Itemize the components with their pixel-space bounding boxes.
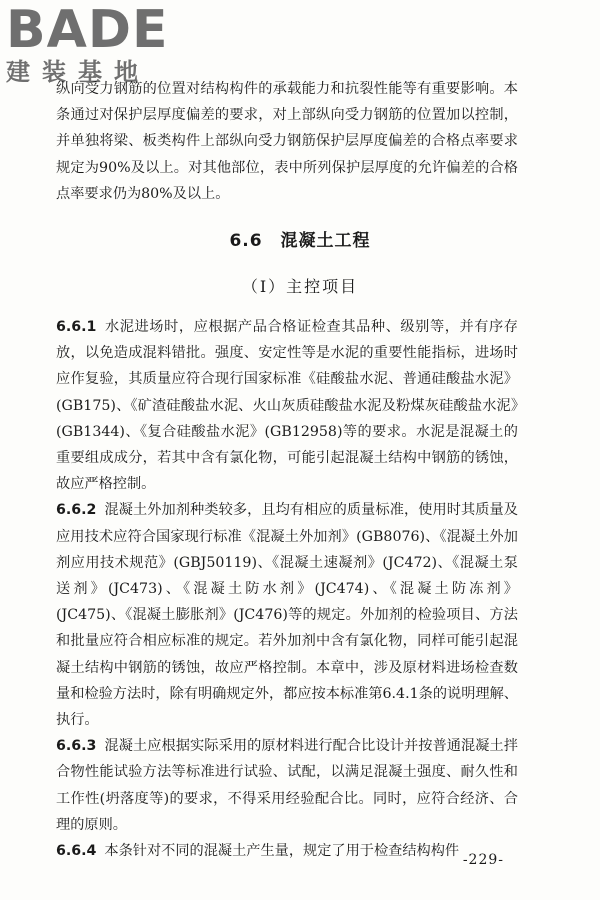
clause-text: 本条针对不同的混凝土产生量，规定了用于检查结构构件 [104,843,460,860]
section-title: 6.6 混凝土工程 [229,231,371,251]
clause-text: 混凝土外加剂种类较多，且均有相应的质量标准，使用时其质量及应用技术应符合国家现行标准《混凝土外加剂》(GB8076)、《混凝土外加剂应用技术规范》(GBJ50119)、《混凝土速凝剂》(JC472)、《混凝土泵送剂》(JC473)、《混凝土防水剂》(JC474)、《混凝土防冻剂》(JC475)、《混凝土膨胀剂》(JC476)等的规定。外加剂的检验项目、方法和批量应符合相应标准的规定。若外加剂中含有氯化物，同样可能引起混凝土结构中钢筋的锈蚀，故应严格控制。本章中，涉及原材料进场检查数量和检验方法时，除有明确规定外，都应按本标准第6.4.1条的说明理解、执行。 [56,502,518,729]
clause-6-6-2 [56,497,518,733]
intro-text: 纵向受力钢筋的位置对结构构件的承载能力和抗裂性能等有重要影响。本条通过对保护层厚度偏差的要求，对上部纵向受力钢筋的位置加以控制，并单独将梁、板类构件上部纵向受力钢筋保护层厚度偏差的合格点率要求规定为90%及以上。对其他部位，表中所列保护层厚度的允许偏差的合格点率要求仍为80%及以上。 [56,81,518,202]
clause-6-6-3 [56,733,518,838]
clause-text: 混凝土应根据实际采用的原材料进行配合比设计并按普通混凝土拌合物性能试验方法等标准进行试验、试配，以满足混凝土强度、耐久性和工作性(坍落度等)的要求，不得采用经验配合比。同时，应符合经济、合理的原则。 [56,738,518,833]
clause-number: 6.6.1 [56,319,97,335]
clause-number: 6.6.2 [56,502,97,519]
logo-word: BADE [6,0,169,60]
clause-6-6-1 [56,314,518,497]
page-number: -229- [462,852,504,868]
logo-subtitle: 建装基地 [6,58,150,86]
clause-text: 水泥进场时，应根据产品合格证检查其品种、级别等，并有序存放，以免造成混料错批。强度、安定性等是水泥的重要性能指标，进场时应作复验，其质量应符合现行国家标准《硅酸盐水泥、普通硅酸盐水泥》(GB175)、《矿渣硅酸盐水泥、火山灰质硅酸盐水泥及粉煤灰硅酸盐水泥》(GB1344)、《复合硅酸盐水泥》(GB12958)等的要求。水泥是混凝土的重要组成成分，若其中含有氯化物，可能引起混凝土结构中钢筋的锈蚀，故应严格控制。 [56,319,518,493]
intro-paragraph [56,76,518,207]
section-subtitle: （Ⅰ）主控项目 [241,277,359,296]
clause-number: 6.6.3 [56,738,97,755]
watermark-logo [6,0,169,86]
clause-list [56,314,518,864]
clause-number: 6.6.4 [56,843,97,860]
clause-6-6-4 [56,838,518,864]
